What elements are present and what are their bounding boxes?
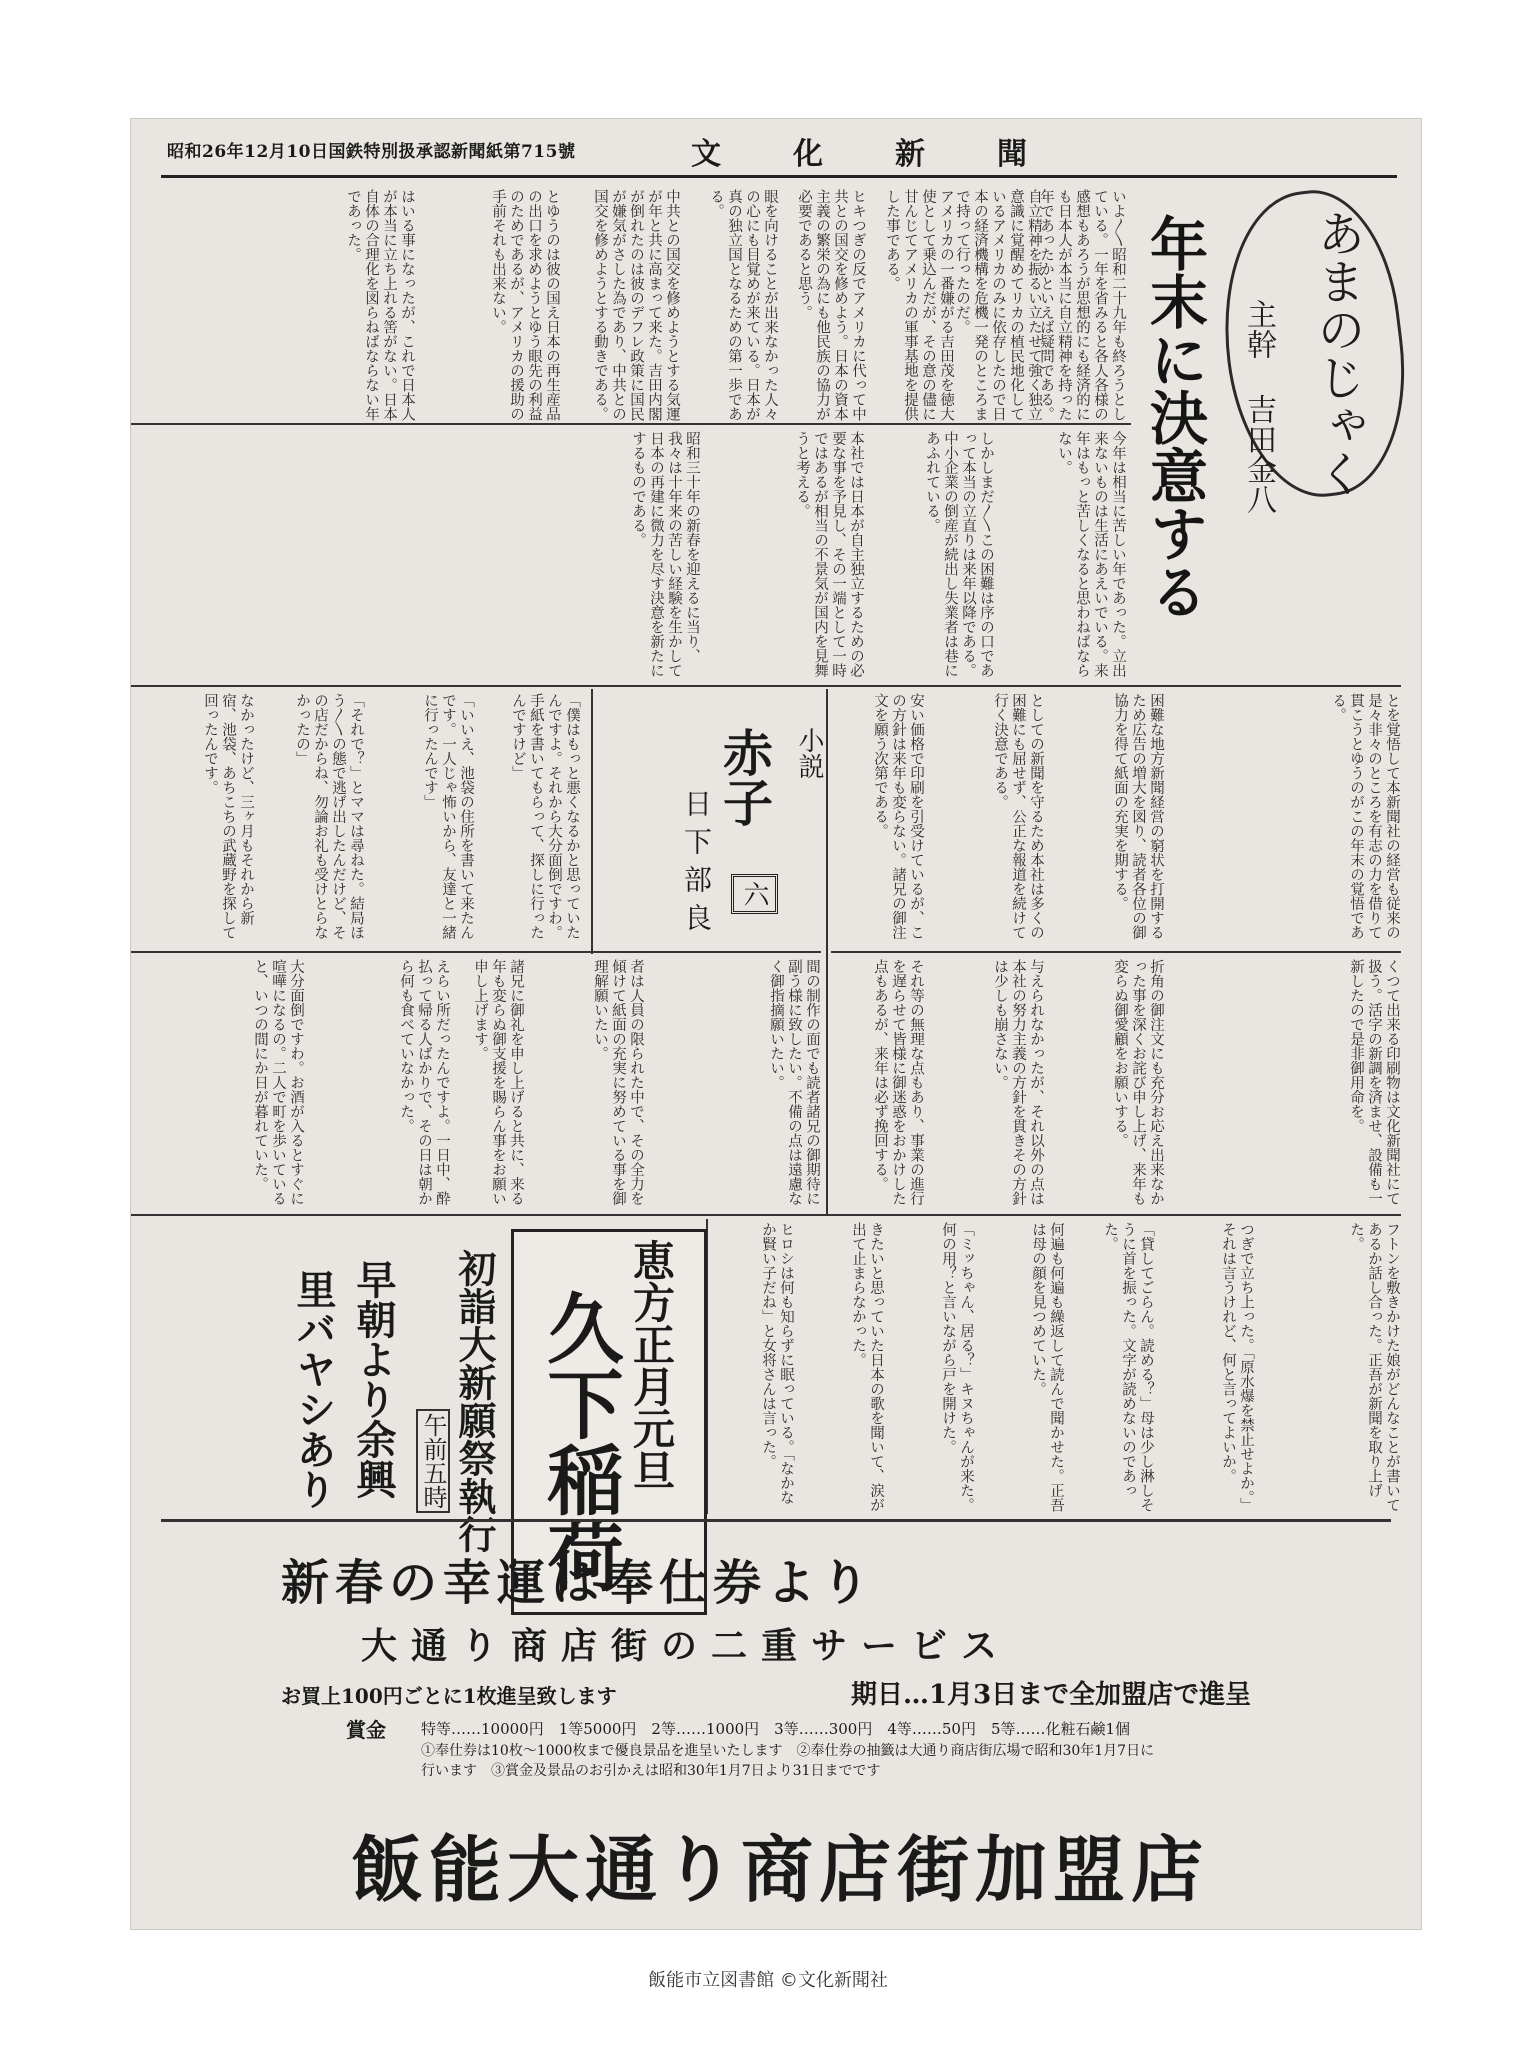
article-column: とゆうのは彼の国え日本の再生産品の出口を求めようとゆう眼先の利益のためであるが、アメリカの援助の手前それも出来ない。 [490,189,560,421]
novel-author: 日下部良 [680,789,713,941]
column-rule [131,423,1131,425]
notice-column: 困難な地方新聞経営の窮状を打開するため広告の増大を図り、読者各位の御協力を得て紙面の充実を期する。 [1112,693,1164,940]
section-rule [831,951,1401,953]
novel-column: 「ミッちゃん、居る？」キヌちゃんが来た。何の用？と言いながら戸を開けた。 [940,1222,974,1512]
article-column: ヒキつぎの反でアメリカに代って中共との国交を修めよう。日本の資本主義の繁栄の為にも他民族の協力が必要であると思う。 [796,189,866,421]
notice-column: それ等の無理な点もあり、事業の進行を遅らせて皆様に御迷惑をおかけした点もあるが、来年は必ず挽回する。 [872,959,924,1206]
novel-column: なかったけど、三ヶ月もそれから新宿、池袋、あちこちの武蔵野を探して回ったんです。 [202,693,254,940]
ad-subheadline: 大通り商店街の二重サービス [361,1625,1012,1667]
article-column: はいる事になったが、これで日本人が本当に立ち上れる筈がない。日本自体の合理化を図らねばならない年であった。 [345,189,415,421]
ad-offer: お買上100円ごとに1枚進呈致します [281,1684,617,1708]
notice-column: 間の制作の面でも読者諸兄の御期待に副う様に致したい。不備の点は遠慮なく御指摘願いたい。 [768,959,820,1206]
novel-title: 赤子 [715,727,774,827]
novel-column: つぎで立ち上った。「原水爆を禁止せよか。」それは言うけれど、何と言ってよいか。 [1220,1222,1254,1512]
shrine-entertainment: 早朝より余興 [350,1259,397,1499]
notice-column: 折角の御注文にも充分お応え出来なかった事を深くお詫び申し上げ、来年も変らぬ御愛顧をお願いする。 [1112,959,1164,1206]
header-rule [161,175,1397,178]
ad-sponsor: 飯能大通り商店街加盟店 [351,1827,1210,1912]
notice-column: 諸兄に御礼を申し上げると共に、来る年も変らぬ御支援を賜らん事をお願い申し上げます。 [472,959,524,1206]
shrine-festival: 初詣大新願祭執行 [452,1249,497,1553]
article-column: 自立精神を振るい立たせて強く独立意識に覚醒めてリカの植民地化しているアメリカのみに依存したので日本の経済機構を危機一発のところまで持って行ったのだ。 [954,189,1042,421]
novel-column: ヒロシは何も知らずに眠っている。「なかなか賢い子だね」と女将さんは言った。 [760,1222,794,1505]
notice-column: 安い価格で印刷を引受けているが、この方針は来年も変らない。諸兄の御注文を願う次第である。 [872,693,924,940]
ad-note: 行います ③賞金及景品のお引かえは昭和30年1月7日より31日までです [421,1763,881,1779]
notice-column: くつて出来る印刷物は文化新聞社にて扱う。活字の新調を済ませ、設備も一新したので是非御用命を。 [1348,959,1400,1206]
novel-kind: 小説 [794,727,824,779]
ad-note: ①奉仕券は10枚〜1000枚まで優良景品を進呈いたします ②奉仕券の抽籤は大通り商店街広場で昭和30年1月7日に [421,1743,1155,1759]
novel-column: 「貸してごらん。読める？」母は少し淋しそうに首を振った。文字が読めないのであった。 [1102,1222,1154,1512]
shrine-name: 久下稲荷 [535,1289,624,1593]
notice-column: とを覚悟して本新聞社の経営も従来の是々非々のところを有志の力を借りて貫こうとゆうのがこの年末の覚悟である。 [1330,693,1400,940]
shrine-time: 午前五時 [416,1409,450,1513]
newspaper-page [130,118,1422,1930]
novel-column: 「いいえ、池袋の住所を書いて来たんです。一人じゃ怖いから、友達と一緒に行ったんです」 [422,693,474,940]
ad-period: 期日…1月3日まで全加盟店で進呈 [851,1680,1252,1710]
novel-episode-number: 六 [731,874,778,914]
shopping-street-ad [161,1519,1391,1922]
shrine-date: 恵方正月元旦 [627,1239,676,1491]
library-credit: 飯能市立図書館 ©文化新聞社 [648,1970,888,1991]
novel-column: 何遍も何遍も繰返して読んで聞かせた。正吾は母の顔を見つめていた。 [1030,1222,1064,1512]
article-column: 眼を向けることが出来なかった人々の心にも目覚めが来ている。日本が真の独立国となるための第一歩である。 [708,189,778,421]
article-column: 中共との国交を修めようとする気運が年と共に高まって来た。吉田内閣が倒れたのは彼のデフレ政策に国民が嫌気がさした為であり、中共との国交を修めようとする動きである。 [592,189,680,421]
issue-info: 昭和26年12月10日国鉄特別扱承認新聞紙第715號 [167,142,576,162]
novel-column: きたいと思っていた日本の歌を聞いて、涙が出て止まらなかった。 [850,1222,884,1512]
column-divider [591,689,593,954]
novel-column: えらい所だったんですよ。一日中、酔払って帰る人ばかりで、その日は朝から何も食べていなかった。 [398,959,450,1206]
section-rule [131,1214,1401,1216]
ad-prize-list: 特等……10000円 1等5000円 2等……1000円 3等……300円 4等……50円 5等……化粧石鹸1個 [421,1720,1131,1738]
section-rule [131,685,1401,687]
article-column: しかしまだ〳〵この困難は序の口であって本当の立直りは来年以降である。中小企業の倒産が続出し失業者は巷にあふれている。 [924,431,994,678]
ad-prize-label: 賞金 [346,1718,386,1742]
article-column: いよ〳〵昭和二十九年も終ろうとしている。一年を省みると各人各様の感想もあろうが思想的にも経済的にも日本人が本当に自立精神を持った年であったかといえば疑問である。 [1038,189,1126,421]
notice-column: 与えられなかったが、それ以外の点は本社の努力主義の方針を貫きその方針は少しも崩さない。 [992,959,1044,1206]
novel-column: 「僕はもっと悪くなるかと思っていたんですよ。それから大分面倒ですわ。手紙を書いてもらって、探しに行ったんですけど」 [510,693,580,940]
notice-column: としての新聞を守るため本社は多くの困難にも屈せず、公正な報道を続けて行く決意である。 [992,693,1044,940]
article-column: アメリカの一番嫌がる吉田茂を徳大使として乗込んだが、その意の儘に甘んじてアメリカの軍事基地を提供した事である。 [884,189,954,421]
masthead-title: 文化新聞 [691,137,1099,172]
novel-column: 「それで？」とママは尋ねた。結局ほう〳〵の態で逃げ出したんだけど、その店だからね、勿論お礼も受けとらなかったの」 [294,693,364,940]
notice-column: 者は人員の限られた中で、その全力を傾けて紙面の充実に努めている事を御理解願いたい。 [592,959,644,1206]
novel-column: フトンを敷きかけた娘がどんなことが書いてあるか話し合った。正吾が新聞を取り上げた。 [1348,1222,1400,1512]
article-column: 昭和三十年の新春を迎えるに当り、我々は十年来の苦しい経験を生かして日本の再建に微力を尽す決意を新たにするものである。 [630,431,700,678]
stamp-column-name: あまのじゃく [1309,209,1365,497]
article-headline: 年末に決意する [1140,214,1208,620]
article-column: 今年は相当に苦しい年であった。立出来ないものは生活にあえいでいる。来年はもっと苦しくなると思わねばならない。 [1056,431,1126,678]
shrine-hayashi: 里バヤシあり [290,1269,337,1509]
ad-headline: 新春の幸運は奉仕券より [281,1555,876,1611]
article-column: 本社では日本が自主独立するための必要な事を予見し、その一端として一時ではあるが相当の不景気が国内を見舞うと考える。 [794,431,864,678]
stamp-author: 主幹 吉田金八 [1241,299,1276,514]
novel-column: 大分面倒ですわ。お酒が入るとすぐに喧嘩になるの。二人で町を歩いていると、いつの間にか日が暮れていた。 [252,959,304,1206]
section-rule [131,951,821,953]
